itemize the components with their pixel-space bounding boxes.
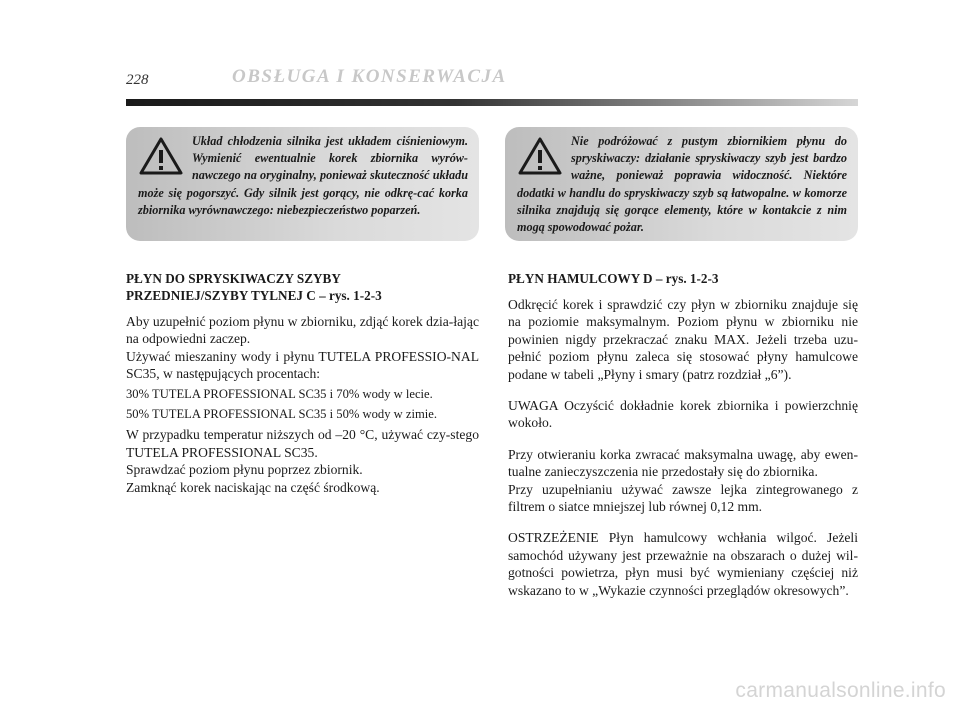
washer-fluid-section (126, 270, 479, 496)
paragraph: OSTRZEŻENIE Płyn hamulcowy wchłania wilgoć. Jeżeli samochód używany jest przeważnie na obszarach o dużej wil-gotności powietrza, płyn musi być wymieniany częściej niż wskazano to w „Wykazie czynności przeglądów okresowych”. (508, 530, 858, 598)
paragraph: W przypadku temperatur niższych od –20 °C, używać czy-stego TUTELA PROFESSIONAL SC35. (126, 427, 479, 460)
paragraph: Sprawdzać poziom płynu poprzez zbiornik. (126, 462, 363, 478)
paragraph: 50% TUTELA PROFESSIONAL SC35 i 50% wody w zimie. (126, 407, 437, 422)
warning-box-washer (505, 127, 858, 241)
brake-fluid-section (508, 270, 858, 599)
warning-triangle-icon (517, 136, 563, 176)
paragraph: Zamknąć korek naciskając na część środkową. (126, 479, 380, 495)
section-title: OBSŁUGA I KONSERWACJA (232, 66, 507, 87)
brake-fluid-heading: PŁYN HAMULCOWY D – rys. 1-2-3 (508, 271, 719, 286)
paragraph: Używać mieszaniny wody i płynu TUTELA PROFESSIO-NAL SC35, w następujących procentach: (126, 348, 479, 382)
warning-text-coolant: Układ chłodzenia silnika jest układem ciśnieniowym. Wymienić ewentualnie korek zbiornika wyrów-nawczego na oryginalny, ponieważ skuteczność układu może się pogorszyć. Gdy silnik jest gorący, nie odkrę-cać korka zbiornika wyrównawczego: niebezpieczeństwo poparzeń. (138, 134, 468, 217)
watermark: carmanualsonline.info (735, 679, 946, 702)
paragraph: Aby uzupełnić poziom płynu w zbiorniku, zdjąć korek dzia-łając na odpowiedni zaczep. (126, 314, 479, 347)
warning-box-coolant (126, 127, 479, 241)
paragraph: Odkręcić korek i sprawdzić czy płyn w zbiorniku znajduje się na poziomie maksymalnym. Poziom płynu w zbiorniku nie powinien nigdy przekraczać znaku MAX. Jeżeli trzeba uzu-pełnić poziom płynu zaleca się stosować płyny hamulcowe podane w tabeli „Płyny i smary (patrz rozdział „6”). (508, 297, 858, 382)
washer-fluid-heading: PŁYN DO SPRYSKIWACZY SZYBY PRZEDNIEJ/SZYBY TYLNEJ C – rys. 1-2-3 (126, 271, 382, 303)
warning-triangle-icon (138, 136, 184, 176)
warning-text-washer: Nie podróżować z pustym zbiornikiem płynu do spryskiwaczy: działanie spryskiwaczy szyb jest bardzo ważne, ponieważ poprawia widoczność. Niektóre dodatki w handlu do spryskiwaczy szyb są łatwopalne. w komorze silnika znajdują się gorące elementy, które w kontakcie z nim mogą spowodować pożar. (517, 134, 847, 235)
paragraph: 30% TUTELA PROFESSIONAL SC35 i 70% wody w lecie. (126, 386, 433, 401)
paragraph: UWAGA Oczyścić dokładnie korek zbiornika i powierzchnię wokoło. (508, 398, 858, 431)
page-number: 228 (126, 72, 149, 88)
header-rule (126, 99, 858, 106)
paragraph: Przy otwieraniu korka zwracać maksymalna uwagę, aby ewen-tualne zanieczyszczenia nie przedostały się do zbiornika. (508, 446, 858, 480)
paragraph: Przy uzupełnianiu używać zawsze lejka zintegrowanego z filtrem o siatce mniejszej lub równej 0,12 mm. (508, 481, 858, 515)
